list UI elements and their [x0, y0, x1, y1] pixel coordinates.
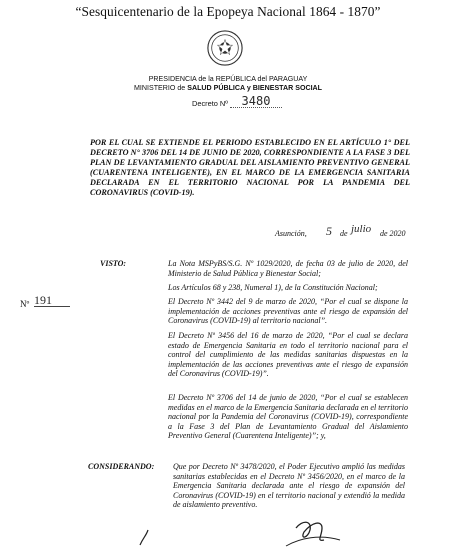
considerando-text: Que por Decreto Nº 3478/2020, el Poder Ejecutivo amplió las medidas sanitarias establecidas en el Decreto Nº 3456/2020, en el marco de la Emergencia Sanitaria declarada ante el riesgo de expansión del Coronavirus (COVID-19) en el territorio nacional y extendió la medida de aislamiento preventivo. [173, 462, 405, 509]
date-year: de 2020 [380, 229, 406, 238]
date-day: 5 [326, 224, 332, 238]
visto-paragraph: La Nota MSPyBS/S.G. Nº 1029/2020, de fecha 03 de julio de 2020, del Ministerio de Salud Pública y Bienestar Social; [168, 259, 408, 278]
ministry-prefix: MINISTERIO de [133, 84, 186, 92]
motto-header: “Sesquicentenario de la Epopeya Nacional 1864 - 1870” [75, 4, 381, 19]
ministry-line [0, 84, 456, 92]
decree-number: 3480 [230, 95, 282, 108]
decree-label: Decreto Nº [192, 99, 228, 108]
decree-heading: POR EL CUAL SE EXTIENDE EL PERIODO ESTABLECIDO EN EL ARTÍCULO 1° DEL DECRETO N° 3706 DEL 14 DE JUNIO DE 2020, CORRESPONDIENTE A LA FASE 3 DEL PLAN DE LEVANTAMIENTO GRADUAL DEL AISLAMIENTO PREVENTIVO GENERAL (CUARENTENA INTELIGENTE), EN EL MARCO DE LA EMERGENCIA SANITARIA DECLARADA EN EL TERRITORIO NACIONAL POR LA PANDEMIA DEL CORONAVIRUS (COVID-19). [90, 138, 410, 197]
considerando-label: CONSIDERANDO: [88, 462, 155, 471]
margin-page-label: Nº [20, 299, 30, 309]
date-city: Asunción, [275, 229, 307, 238]
margin-page-number: 191 [34, 294, 70, 307]
visto-label: VISTO: [100, 259, 127, 268]
date-month: julio [351, 223, 372, 235]
presidency-line: PRESIDENCIA de la REPÚBLICA del PARAGUAY [148, 75, 308, 83]
date-de: de [340, 229, 348, 238]
visto-paragraph: Los Artículos 68 y 238, Numeral 1), de la Constitución Nacional; [168, 283, 378, 292]
visto-paragraph: El Decreto Nº 3442 del 9 de marzo de 2020, “Por el cual se dispone la implementación de acciones preventivas ante el riesgo de expansión del Coronavirus (COVID-19) al territorio nacional”. [168, 297, 408, 325]
national-seal-icon [206, 29, 244, 67]
visto-paragraph: El Decreto Nº 3706 del 14 de junio de 2020, “Por el cual se establecen medidas en el marco de la Emergencia Sanitaria declarada en el territorio nacional por la Pandemia del Coronavirus (COVID-19), correspondiente a la Fase 3 del Plan de Levantamiento Gradual del Aislamiento Preventivo General (Cuarentena Inteligente)”; y, [168, 393, 408, 440]
ministry-name: SALUD PÚBLICA y BIENESTAR SOCIAL [187, 84, 323, 92]
visto-paragraph: El Decreto Nº 3456 del 16 de marzo de 2020, “Por el cual se declara estado de Emergencia Sanitaria en todo el territorio nacional para el control del cumplimiento de las medidas sanitarias dispuestas en la implementación de las acciones preventivas ante el riesgo de expansión del Coronavirus (COVID-19)”. [168, 331, 408, 378]
